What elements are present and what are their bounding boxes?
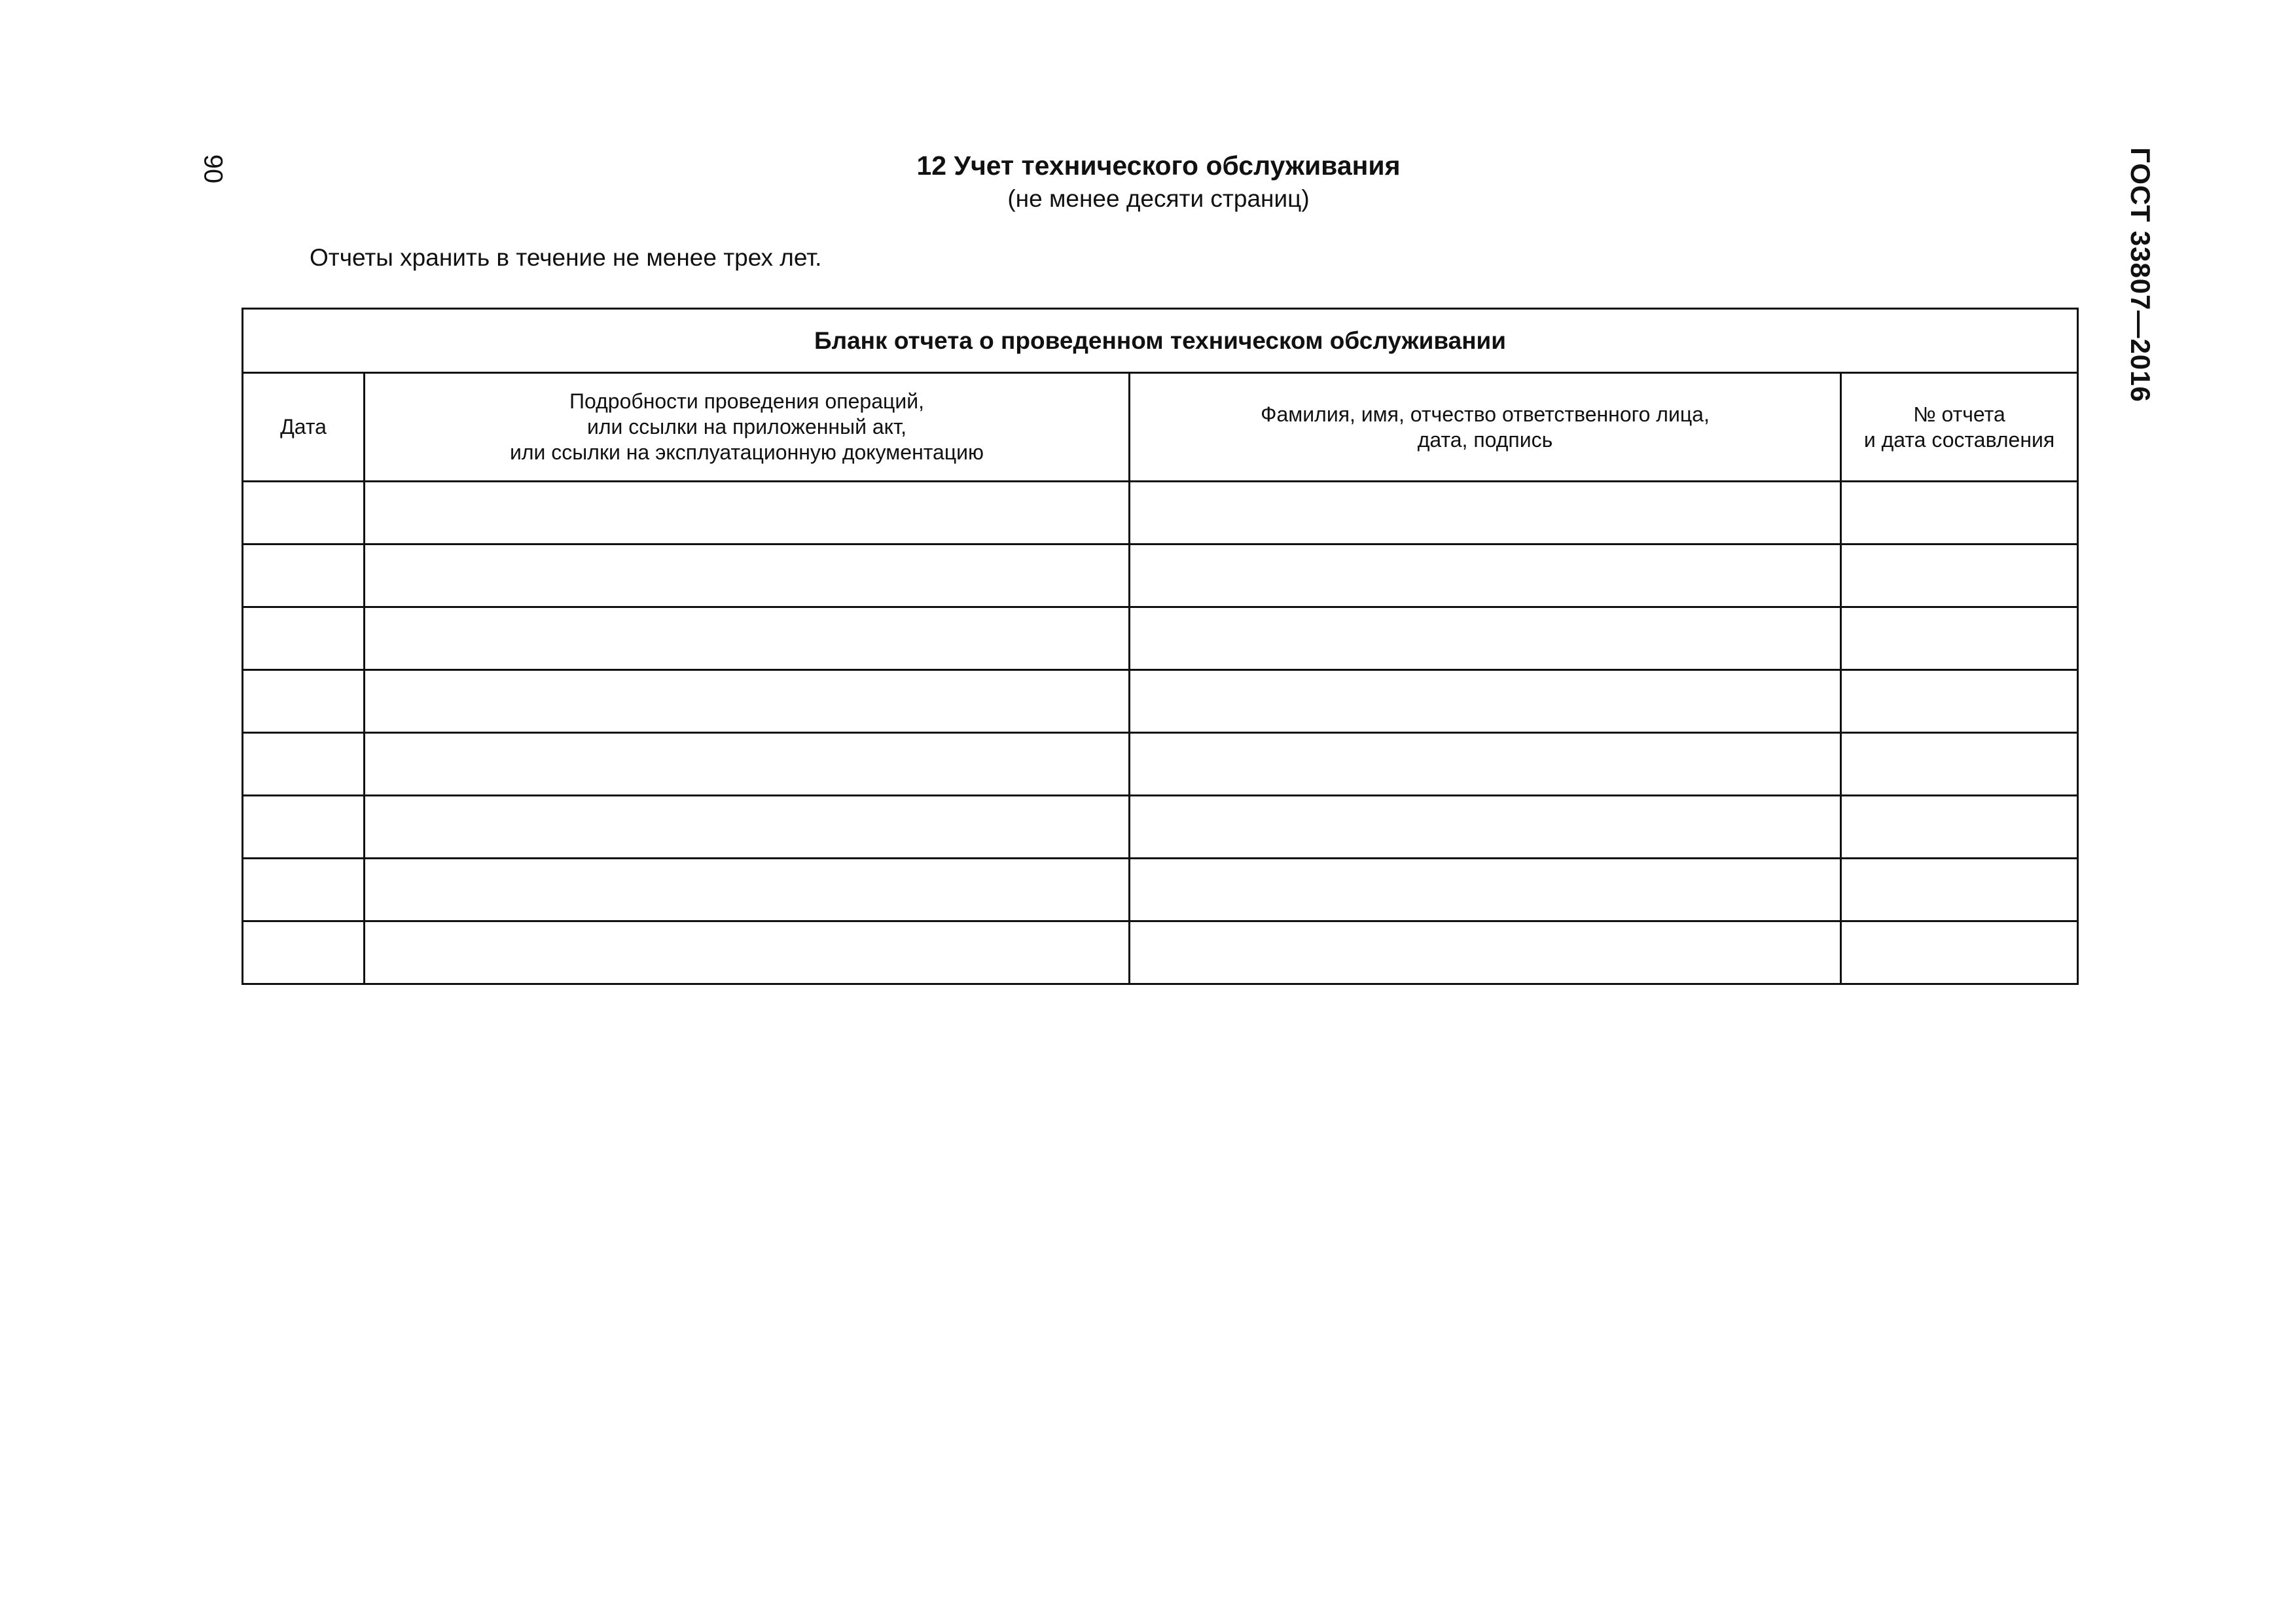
operation-details-cell — [365, 733, 1130, 796]
operation-details-cell — [365, 670, 1130, 733]
date-cell — [243, 921, 365, 984]
responsible-person-cell — [1130, 544, 1841, 607]
form-title: Бланк отчета о проведенном техническом обслуживании — [243, 309, 2078, 373]
column-header-row — [243, 373, 2078, 482]
table-row — [243, 482, 2078, 544]
table-row — [243, 859, 2078, 921]
date-cell — [243, 859, 365, 921]
operation-details-cell — [365, 482, 1130, 544]
maintenance-report-form — [242, 308, 2079, 985]
page-number: 90 — [198, 154, 228, 184]
responsible-person-cell — [1130, 482, 1841, 544]
responsible-person-cell — [1130, 607, 1841, 670]
storage-instruction: Отчеты хранить в течение не менее трех лет. — [310, 244, 822, 271]
report-number-cell — [1841, 733, 2078, 796]
date-cell — [243, 796, 365, 859]
table-row — [243, 607, 2078, 670]
operation-details-cell — [365, 544, 1130, 607]
operation-details-cell — [365, 859, 1130, 921]
report-number-cell — [1841, 482, 2078, 544]
responsible-person-cell — [1130, 733, 1841, 796]
table-row — [243, 733, 2078, 796]
date-cell — [243, 544, 365, 607]
report-number-cell — [1841, 921, 2078, 984]
operation-details-cell — [365, 796, 1130, 859]
operation-details-cell — [365, 921, 1130, 984]
operation-details-cell — [365, 607, 1130, 670]
responsible-person-cell — [1130, 859, 1841, 921]
date-cell — [243, 670, 365, 733]
date-cell — [243, 607, 365, 670]
table-row — [243, 921, 2078, 984]
column-header-date: Дата — [243, 373, 365, 482]
form-body — [243, 482, 2078, 984]
section-heading — [242, 148, 2075, 215]
responsible-person-cell — [1130, 670, 1841, 733]
report-number-cell — [1841, 607, 2078, 670]
column-header-operation-details: Подробности проведения операций, или ссылки на приложенный акт, или ссылки на эксплуатационную документацию — [365, 373, 1130, 482]
standard-code: ГОСТ 33807—2016 — [2125, 147, 2156, 402]
date-cell — [243, 482, 365, 544]
table-row — [243, 670, 2078, 733]
report-number-cell — [1841, 544, 2078, 607]
report-number-cell — [1841, 859, 2078, 921]
section-subtitle: (не менее десяти страниц) — [1007, 185, 1310, 212]
table-row — [243, 796, 2078, 859]
section-title: 12 Учет технического обслуживания — [916, 151, 1401, 181]
report-number-cell — [1841, 796, 2078, 859]
column-header-responsible-person: Фамилия, имя, отчество ответственного лица, дата, подпись — [1130, 373, 1841, 482]
responsible-person-cell — [1130, 921, 1841, 984]
column-header-report-number: № отчета и дата составления — [1841, 373, 2078, 482]
responsible-person-cell — [1130, 796, 1841, 859]
date-cell — [243, 733, 365, 796]
table-row — [243, 544, 2078, 607]
report-number-cell — [1841, 670, 2078, 733]
